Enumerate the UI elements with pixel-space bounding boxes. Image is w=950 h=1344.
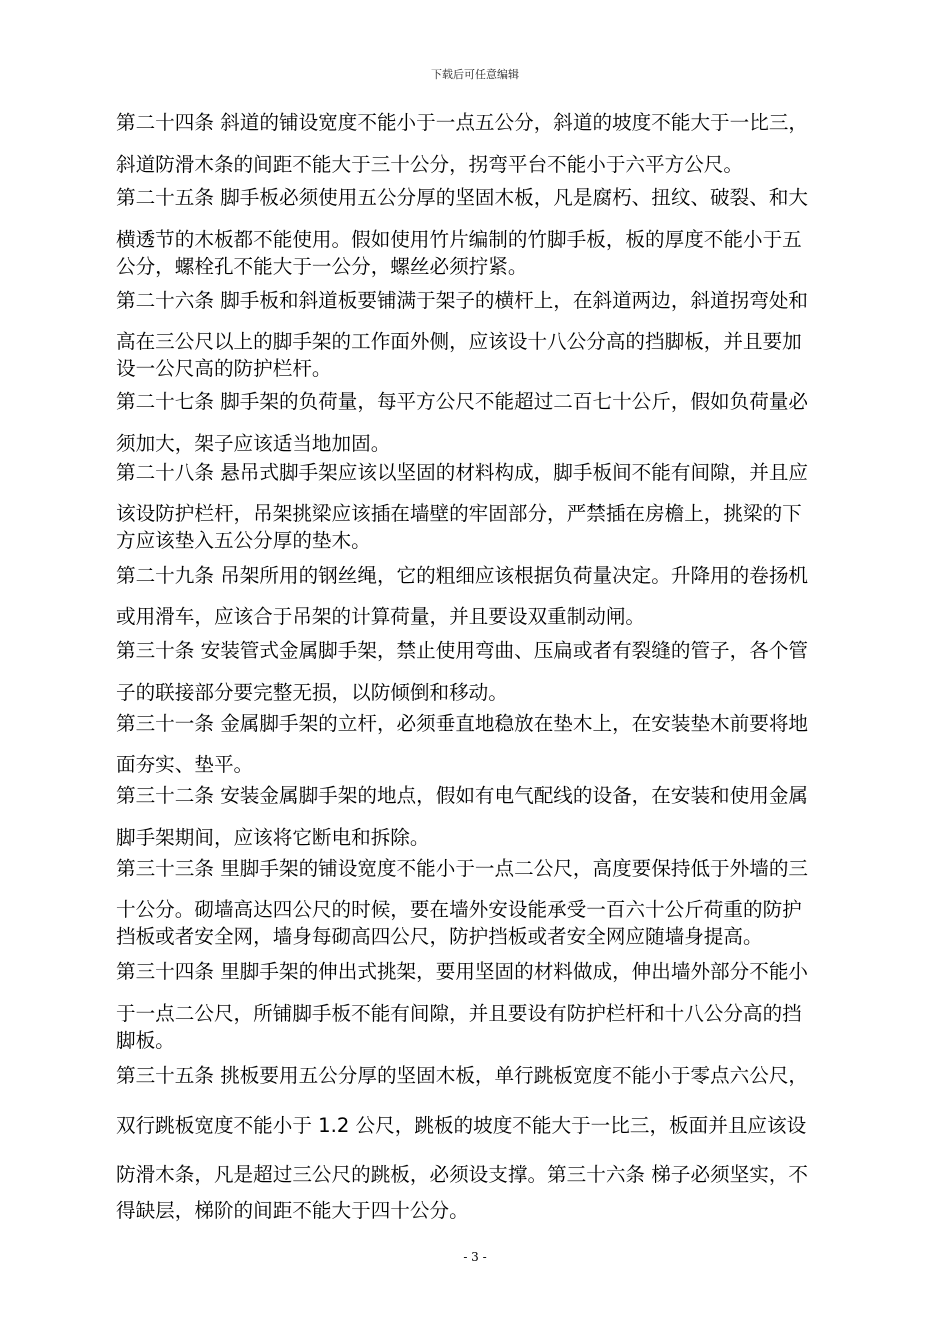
paragraph-line: 公分，螺栓孔不能大于一公分，螺丝必须拧紧。 [116,255,528,278]
paragraph-line: 第三十条 安装管式金属脚手架，禁止使用弯曲、压扁或者有裂缝的管子，各个管 [116,639,809,662]
paragraph-line: 第三十四条 里脚手架的伸出式挑架，要用坚固的材料做成，伸出墙外部分不能小 [116,960,809,983]
paragraph-line: 须加大，架子应该适当地加固。 [116,432,391,455]
paragraph-line: 十公分。砌墙高达四公尺的时候，要在墙外安设能承受一百六十公斤荷重的防护 [116,898,802,921]
paragraph-line: 第二十五条 脚手板必须使用五公分厚的坚固木板，凡是腐朽、扭纹、破裂、和大 [116,186,809,209]
paragraph-line: 或用滑车，应该合于吊架的计算荷量，并且要设双重制动闸。 [116,605,646,628]
paragraph-line: 方应该垫入五公分厚的垫木。 [116,529,371,552]
paragraph-line: 该设防护栏杆，吊架挑梁应该插在墙壁的牢固部分，严禁插在房檐上，挑梁的下 [116,502,802,525]
paragraph-line: 第三十三条 里脚手架的铺设宽度不能小于一点二公尺，高度要保持低于外墙的三 [116,857,809,880]
paragraph-line: 第二十八条 悬吊式脚手架应该以坚固的材料构成，脚手板间不能有间隙，并且应 [116,461,809,484]
paragraph-line: 双行跳板宽度不能小于 1.2 公尺，跳板的坡度不能大于一比三，板面并且应该设 [116,1114,807,1137]
paragraph-line: 得缺层，梯阶的间距不能大于四十公分。 [116,1199,469,1222]
page-number: - 3 - [463,1250,487,1264]
paragraph-line: 第三十一条 金属脚手架的立杆，必须垂直地稳放在垫木上，在安装垫木前要将地 [116,712,809,735]
paragraph-line: 第三十二条 安装金属脚手架的地点，假如有电气配线的设备，在安装和使用金属 [116,784,809,807]
page-header: 下载后可任意编辑 [431,68,519,81]
paragraph-line: 高在三公尺以上的脚手架的工作面外侧，应该设十八公分高的挡脚板，并且要加 [116,330,802,353]
paragraph-line: 设一公尺高的防护栏杆。 [116,357,332,380]
paragraph-line: 第二十七条 脚手架的负荷量，每平方公尺不能超过二百七十公斤，假如负荷量必 [116,390,809,413]
paragraph-line: 第三十五条 挑板要用五公分厚的坚固木板，单行跳板宽度不能小于零点六公尺， [116,1064,809,1087]
paragraph-line: 于一点二公尺，所铺脚手板不能有间隙，并且要设有防护栏杆和十八公分高的挡 [116,1002,802,1025]
paragraph-line: 横透节的木板都不能使用。假如使用竹片编制的竹脚手板，板的厚度不能小于五 [116,228,802,251]
paragraph-line: 子的联接部分要完整无损，以防倾倒和移动。 [116,681,508,704]
paragraph-line: 防滑木条，凡是超过三公尺的跳板，必须设支撑。第三十六条 梯子必须坚实，不 [116,1163,809,1186]
paragraph-line: 斜道防滑木条的间距不能大于三十公分，拐弯平台不能小于六平方公尺。 [116,153,743,176]
paragraph-line: 第二十六条 脚手板和斜道板要铺满于架子的横杆上，在斜道两边，斜道拐弯处和 [116,289,809,312]
paragraph-line: 脚板。 [116,1029,175,1052]
paragraph-line: 第二十九条 吊架所用的钢丝绳，它的粗细应该根据负荷量决定。升降用的卷扬机 [116,564,809,587]
paragraph-line: 第二十四条 斜道的铺设宽度不能小于一点五公分，斜道的坡度不能大于一比三， [116,111,809,134]
paragraph-line: 面夯实、垫平。 [116,753,254,776]
paragraph-line: 脚手架期间，应该将它断电和拆除。 [116,826,430,849]
paragraph-line: 挡板或者安全网，墙身每砌高四公尺，防护挡板或者安全网应随墙身提高。 [116,925,763,948]
